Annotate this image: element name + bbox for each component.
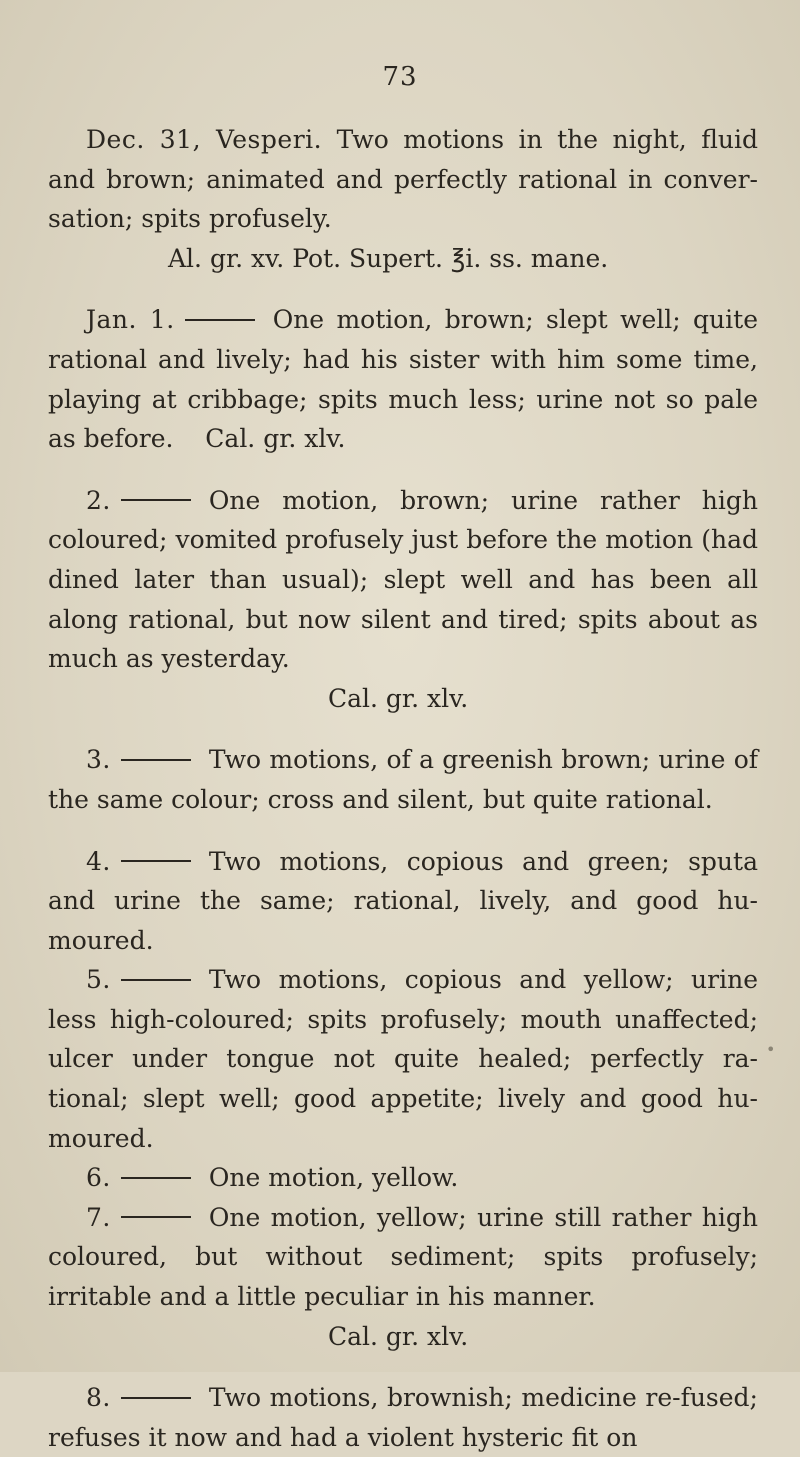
prescription-line: Cal. gr. xlv. (328, 1321, 469, 1351)
em-rule (185, 319, 255, 321)
prescription-line: Al. gr. xv. Pot. Supert. ℥i. ss. mane. (168, 243, 609, 273)
entry-date: Jan. 1. (86, 305, 175, 335)
em-rule (121, 860, 191, 862)
em-rule (121, 1216, 191, 1218)
entry-text: Two motions, brownish; medicine re-fused; refuses it now and had a violent hysteric fit on (48, 1383, 758, 1452)
entry-date: 5. (86, 965, 111, 995)
prescription-line: Cal. gr. xlv. (328, 683, 469, 713)
entry-6 (48, 1158, 758, 1198)
entry-text: Two motions, copious and green; sputa and urine the same; rational, lively, and good hu-moured. (48, 846, 758, 955)
entry-text: Two motions, of a greenish brown; urine of the same colour; cross and silent, but quite rational. (48, 745, 758, 814)
page-number: 73 (382, 62, 418, 92)
entry-date: Dec. 31, Vesperi. (86, 125, 323, 154)
em-rule (121, 759, 191, 761)
entry-date: 4. (86, 846, 111, 876)
entry-dec-31 (48, 120, 758, 239)
entry-date: 2. (86, 485, 111, 515)
entry-date: 7. (86, 1202, 111, 1232)
entry-date: 3. (86, 745, 111, 775)
entry-7 (48, 1198, 758, 1317)
em-rule (121, 1397, 191, 1399)
entry-4 (48, 842, 758, 961)
entry-text: One motion, brown; urine rather high coloured; vomited profusely just before the motion (had dined later than usual); slept well and has been all along rational, but now silent and tired; spits about as much as yesterday. (48, 485, 758, 674)
entry-jan-1 (48, 300, 758, 458)
prescription-inline: Cal. gr. xlv. (205, 424, 346, 454)
entry-text: One motion, yellow; urine still rather high coloured, but without sediment; spits profusely; irritable and a little peculiar in his manner. (48, 1202, 758, 1312)
entry-3 (48, 740, 758, 819)
em-rule (121, 979, 191, 981)
entry-text: Two motions in the night, fluid and brown; animated and perfectly rational in conver-sation; spits profusely. (48, 125, 759, 234)
entry-date: 6. (86, 1163, 111, 1193)
page-body (48, 120, 758, 1457)
entry-date: 8. (86, 1383, 111, 1413)
entry-8 (48, 1378, 758, 1457)
entry-5 (48, 960, 758, 1158)
entry-text: One motion, yellow. (208, 1163, 459, 1193)
entry-2 (48, 481, 758, 679)
em-rule (121, 499, 191, 501)
em-rule (121, 1177, 191, 1179)
entry-text: One motion, brown; slept well; quite rational and lively; had his sister with him some time, playing at cribbage; spits much less; urine not so pale as before. (48, 305, 758, 454)
paper-speck: • (766, 1040, 776, 1059)
entry-text: Two motions, copious and yellow; urine less high-coloured; spits profusely; mouth unaffected; ulcer under tongue not quite healed; perfectly ra-tional; slept well; good appetite; lively and good hu-moured. (48, 965, 758, 1153)
